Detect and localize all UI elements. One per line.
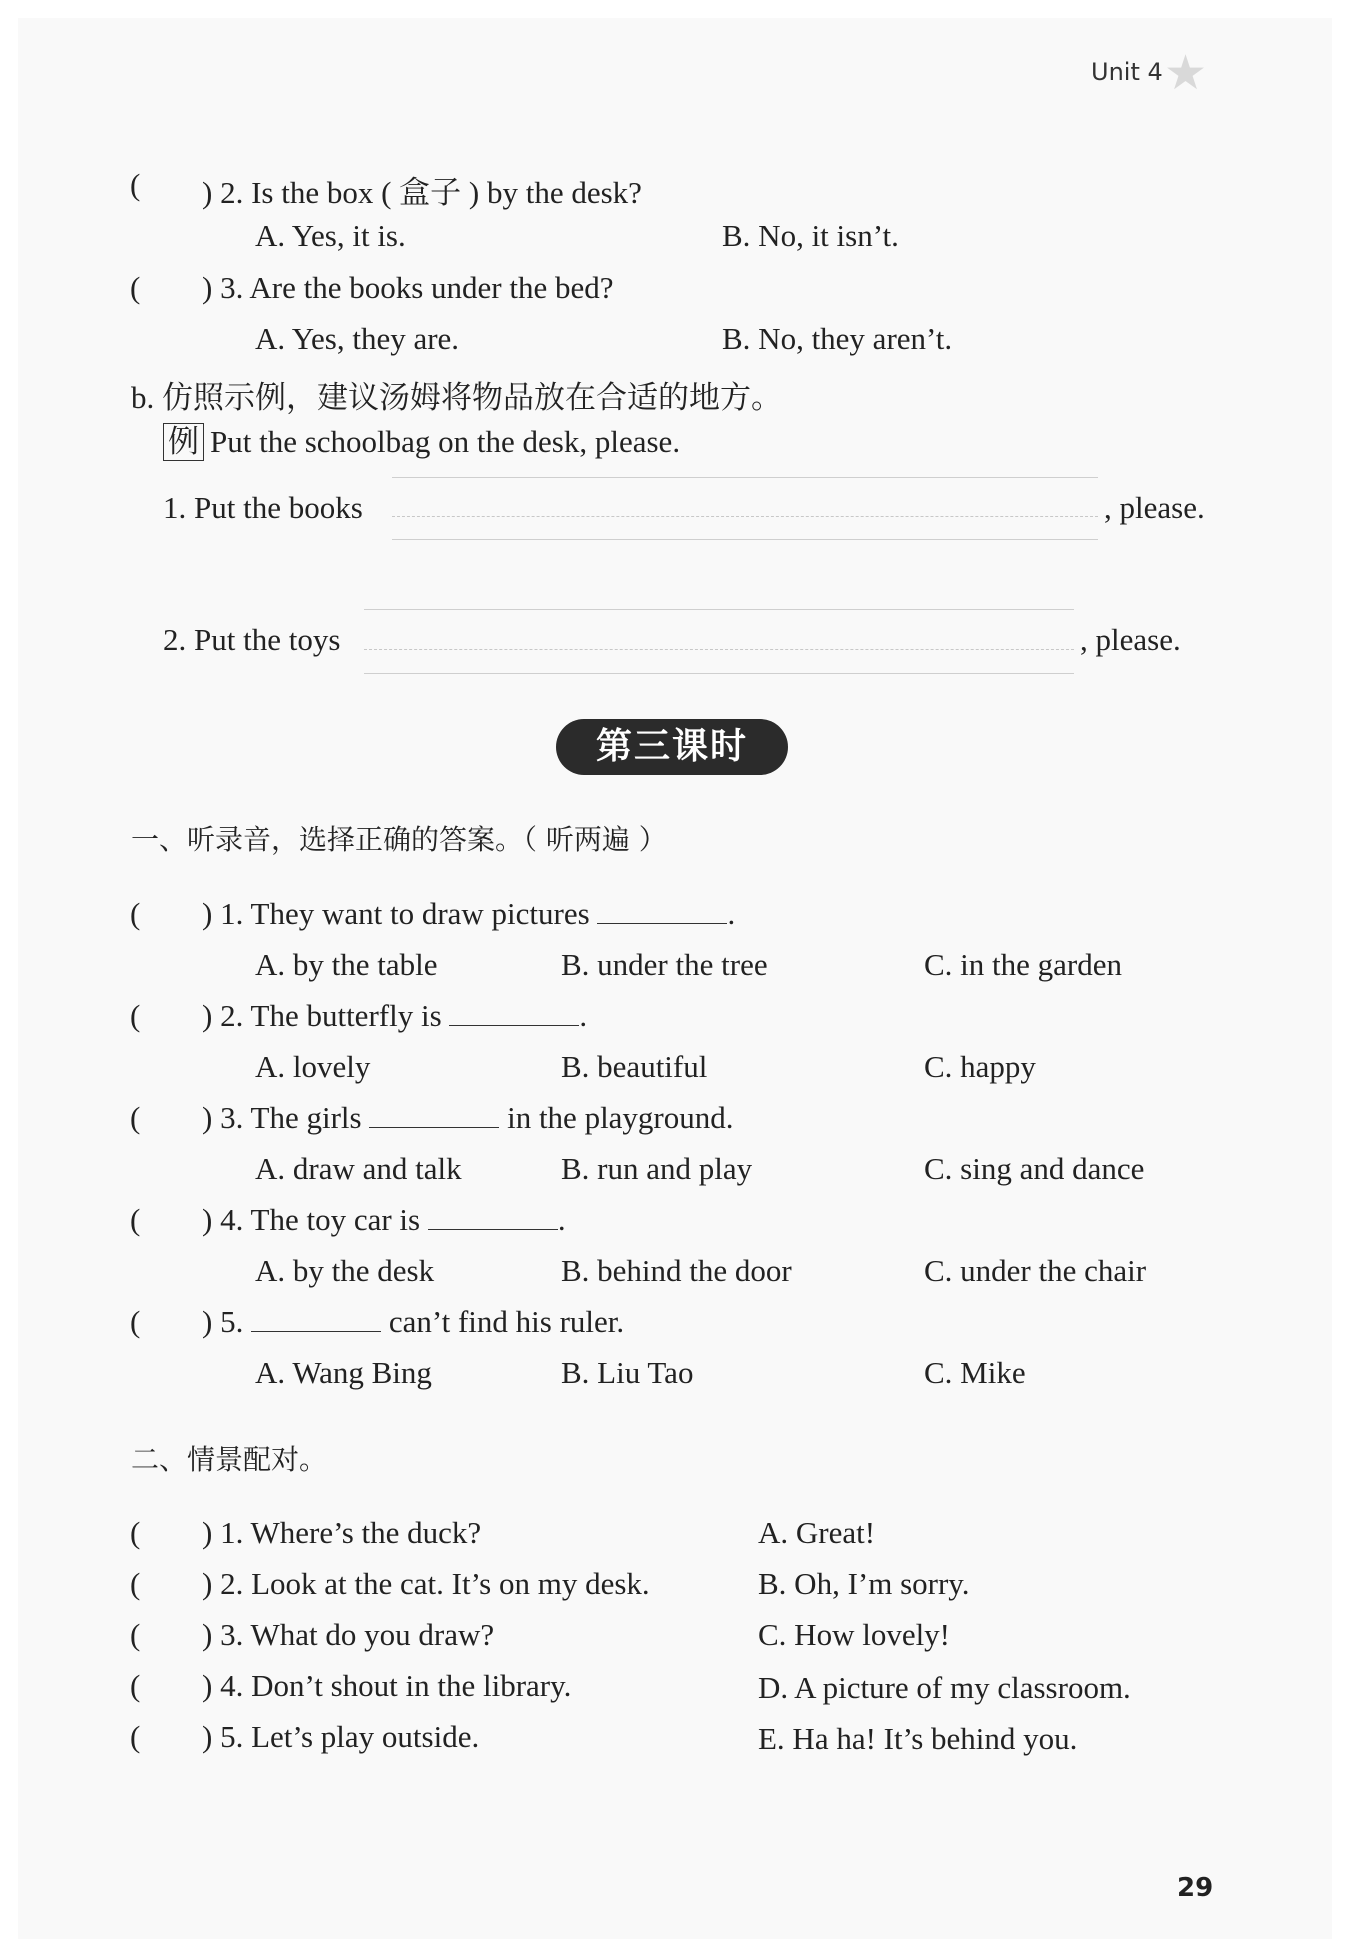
- match-question: ) 1. Where’s the duck?: [202, 1515, 482, 1550]
- option-a: A. draw and talk: [255, 1151, 462, 1186]
- question-stem: ) 3. The girls in the playground.: [202, 1100, 734, 1135]
- fill-item-suffix: , please.: [1080, 622, 1181, 657]
- answer-line[interactable]: [392, 516, 1098, 517]
- option-b: B. No, it isn’t.: [722, 218, 899, 253]
- writing-line: [392, 539, 1098, 540]
- paren-open: (: [130, 270, 141, 305]
- question-stem: ) 3. Are the books under the bed?: [202, 270, 614, 305]
- answer-blank[interactable]: [251, 1307, 381, 1332]
- match-answer: E. Ha ha! It’s behind you.: [758, 1721, 1078, 1756]
- writing-line: [364, 609, 1074, 610]
- match-answer: A. Great!: [758, 1515, 876, 1550]
- option-b: B. under the tree: [561, 947, 768, 982]
- option-c: C. sing and dance: [924, 1151, 1145, 1186]
- option-b: B. beautiful: [561, 1049, 708, 1084]
- option-b: B. run and play: [561, 1151, 753, 1186]
- match-answer: C. How lovely!: [758, 1617, 951, 1652]
- option-a: A. Yes, they are.: [255, 321, 460, 356]
- question-stem: ) 1. They want to draw pictures .: [202, 896, 736, 931]
- option-a: A. Yes, it is.: [255, 218, 406, 253]
- fill-item-suffix: , please.: [1104, 490, 1205, 525]
- match-question: ) 2. Look at the cat. It’s on my desk.: [202, 1566, 650, 1601]
- match-answer: D. A picture of my classroom.: [758, 1670, 1131, 1705]
- section-2-title: 二、情景配对。: [131, 1443, 328, 1476]
- paren-open: (: [130, 1515, 141, 1550]
- paren-open: (: [130, 1566, 141, 1601]
- option-c: C. in the garden: [924, 947, 1123, 982]
- option-c: C. under the chair: [924, 1253, 1147, 1288]
- paren-open: (: [130, 1100, 141, 1135]
- section-1-title: 一、听录音，选择正确的答案。（ 听两遍 ）: [131, 823, 667, 856]
- option-a: A. Wang Bing: [255, 1355, 432, 1390]
- match-answer: B. Oh, I’m sorry.: [758, 1566, 970, 1601]
- example-tag: 例: [163, 423, 204, 461]
- option-a: A. by the desk: [255, 1253, 435, 1288]
- paren-open: (: [130, 1304, 141, 1339]
- part-b-instruction: b. 仿照示例，建议汤姆将物品放在合适的地方。: [131, 380, 782, 415]
- question-stem: ) 2. Is the box ( 盒子 ) by the desk?: [202, 175, 642, 210]
- option-b: B. behind the door: [561, 1253, 792, 1288]
- option-c: C. happy: [924, 1049, 1036, 1084]
- paren-open: (: [130, 1202, 141, 1237]
- paren-open: (: [130, 998, 141, 1033]
- paren-open: (: [130, 1617, 141, 1652]
- paren-open: (: [130, 1719, 141, 1754]
- question-stem: ) 2. The butterfly is .: [202, 998, 588, 1033]
- question-stem: ) 4. The toy car is .: [202, 1202, 566, 1237]
- lesson-title-badge: 第三课时: [556, 719, 788, 775]
- answer-blank[interactable]: [449, 1001, 579, 1026]
- option-a: A. lovely: [255, 1049, 371, 1084]
- paren-open: (: [130, 896, 141, 931]
- writing-line: [364, 673, 1074, 674]
- paren-open: (: [130, 1668, 141, 1703]
- option-a: A. by the table: [255, 947, 438, 982]
- example-text: Put the schoolbag on the desk, please.: [210, 424, 681, 459]
- unit-label: Unit 4: [1091, 58, 1163, 86]
- match-question: ) 5. Let’s play outside.: [202, 1719, 480, 1754]
- match-question: ) 3. What do you draw?: [202, 1617, 495, 1652]
- option-b: B. Liu Tao: [561, 1355, 694, 1390]
- paren-open: (: [130, 167, 141, 202]
- star-icon: ★: [1164, 45, 1208, 101]
- answer-line[interactable]: [364, 649, 1074, 650]
- fill-item-prefix: 2. Put the toys: [163, 622, 341, 657]
- option-c: C. Mike: [924, 1355, 1026, 1390]
- fill-item-prefix: 1. Put the books: [163, 490, 363, 525]
- match-question: ) 4. Don’t shout in the library.: [202, 1668, 572, 1703]
- answer-blank[interactable]: [428, 1205, 558, 1230]
- answer-blank[interactable]: [369, 1103, 499, 1128]
- question-stem: ) 5. can’t find his ruler.: [202, 1304, 625, 1339]
- example-line: [163, 423, 680, 461]
- answer-blank[interactable]: [597, 899, 727, 924]
- writing-line: [392, 477, 1098, 478]
- option-b: B. No, they aren’t.: [722, 321, 953, 356]
- page-number: 29: [1177, 1873, 1214, 1903]
